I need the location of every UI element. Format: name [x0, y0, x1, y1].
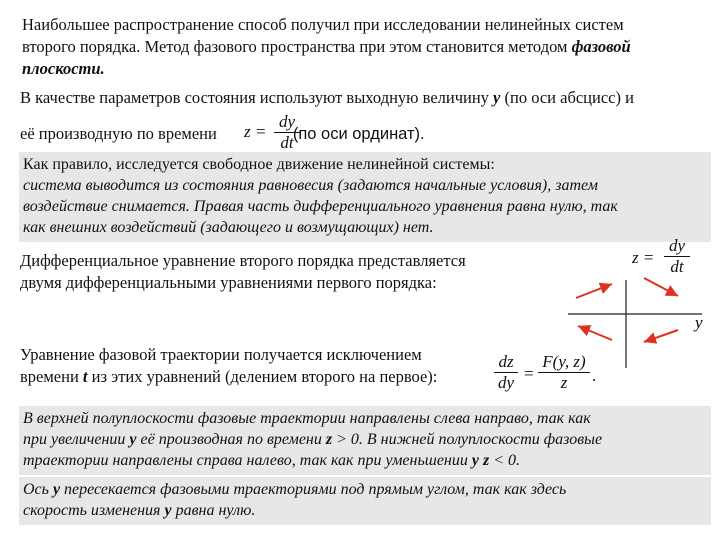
axis-label-y: y	[695, 313, 703, 332]
trajectory-line-2: времени t из этих уравнений (делением второго на первое):	[20, 367, 438, 386]
second-order-line-2: двумя дифференциальными уравнениями первого порядка:	[20, 273, 437, 292]
arrow-upper-right	[644, 278, 678, 296]
arrow-lower-right	[644, 330, 678, 342]
intro-paragraph	[22, 14, 702, 80]
free-motion-line-2: система выводится из состояния равновесия (задаются начальные условия), затем	[23, 177, 598, 194]
intro-line-3: плоскости.	[22, 59, 105, 78]
halfplane-line-2: при увеличении y её производная по времени z > 0. В нижней полуплоскости фазовые	[23, 431, 603, 448]
state-line-2: её производную по времени (по оси ординат).	[20, 124, 425, 143]
state-params-paragraph	[20, 86, 710, 146]
axis-crossing-line-1: Ось y пересекается фазовыми траекториями под прямым углом, так как здесь	[23, 481, 567, 498]
phase-plane-term: фазовой	[571, 37, 631, 56]
arrow-upper-left	[576, 284, 612, 298]
axis-crossing-line-2: скорость изменения y равна нулю.	[23, 502, 256, 519]
axis-crossing-box	[19, 477, 711, 525]
trajectory-paragraph	[20, 344, 490, 388]
free-motion-line-1: Как правило, исследуется свободное движение нелинейной системы:	[23, 156, 495, 173]
intro-line-1: Наибольшее распространение способ получил при исследовании нелинейных систем	[22, 15, 624, 34]
second-order-line-1: Дифференциальное уравнение второго порядка представляется	[20, 251, 466, 270]
trajectory-line-1: Уравнение фазовой траектории получается исключением	[20, 345, 422, 364]
free-motion-box	[19, 152, 711, 242]
free-motion-line-3: воздействие снимается. Правая часть дифференциального уравнения равна нулю, так	[23, 198, 618, 215]
free-motion-line-4: как внешних воздействий (задающего и возмущающих) нет.	[23, 219, 434, 236]
second-order-paragraph	[20, 250, 520, 294]
intro-line-2: второго порядка. Метод фазового пространства при этом становится методом фазовой	[22, 37, 631, 56]
upper-lower-halfplane-box	[19, 406, 711, 475]
halfplane-line-1: В верхней полуплоскости фазовые траектории направлены слева направо, так как	[23, 410, 591, 427]
arrow-lower-left	[578, 326, 612, 340]
halfplane-line-3: траектории направлены справа налево, так как при уменьшении y z < 0.	[23, 452, 520, 469]
state-line-1: В качестве параметров состояния используют выходную величину y (по оси абсцисс) и	[20, 88, 634, 107]
